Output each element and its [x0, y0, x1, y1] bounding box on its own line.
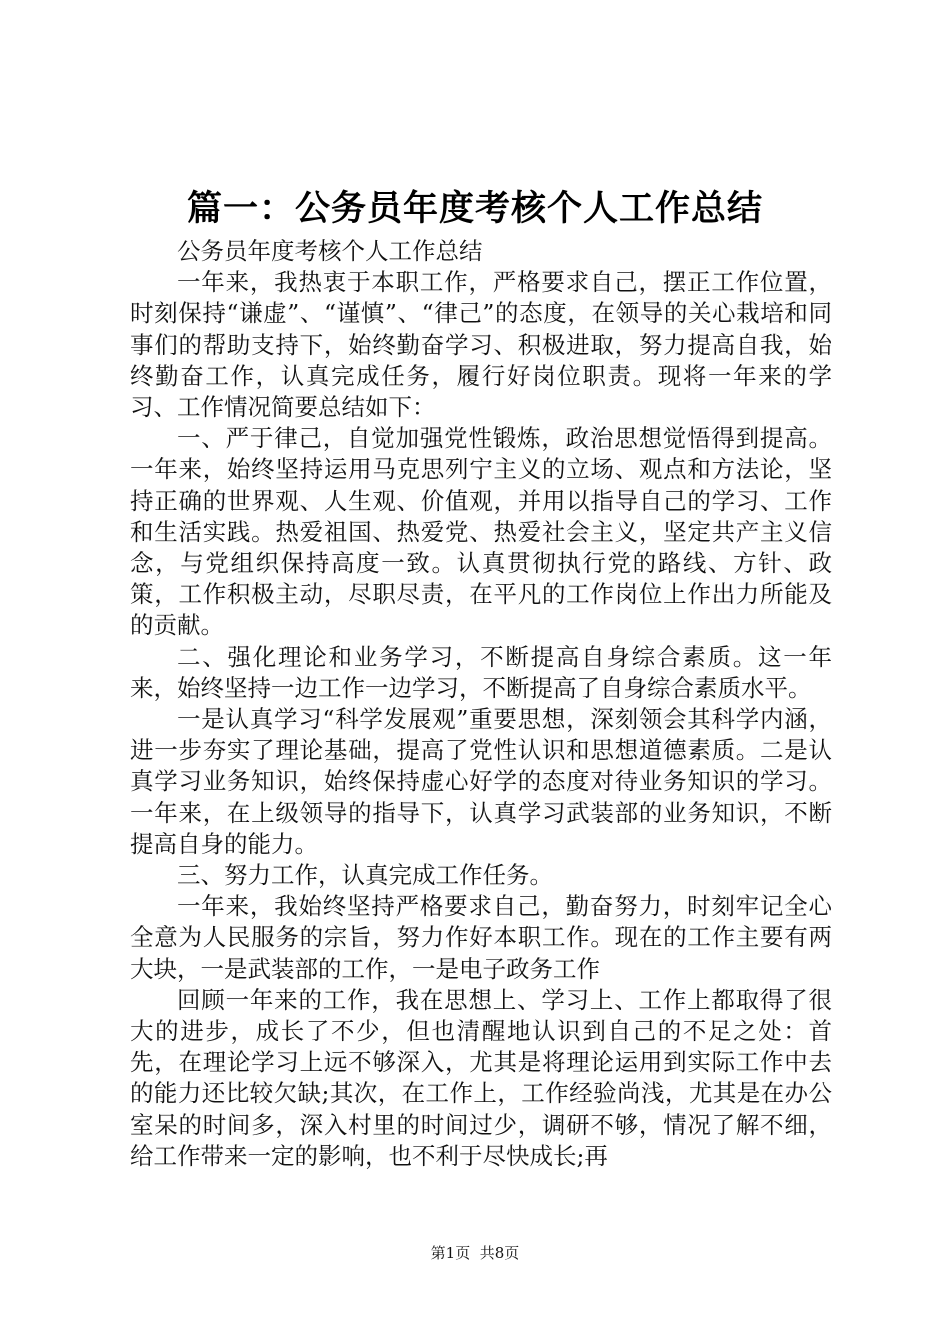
paragraph-section-3-detail: 一年来，我始终坚持严格要求自己，勤奋努力，时刻牢记全心全意为人民服务的宗旨，努力作好本职工作。现在的工作主要有两大块，一是武装部的工作，一是电子政务工作 [130, 892, 832, 983]
footer-separator [470, 1244, 480, 1262]
page-footer [0, 1243, 950, 1263]
paragraph-section-2: 二、强化理论和业务学习，不断提高自身综合素质。这一年来，始终坚持一边工作一边学习，不断提高了自身综合素质水平。 [130, 642, 832, 702]
paragraph-subtitle: 公务员年度考核个人工作总结 [177, 237, 483, 265]
paragraph-section-2-detail: 一是认真学习“科学发展观”重要思想，深刻领会其科学内涵，进一步夯实了理论基础，提高了党性认识和思想道德素质。二是认真学习业务知识，始终保持虚心好学的态度对待业务知识的学习。一年来，在上级领导的指导下，认真学习武装部的业务知识，不断提高自身的能力。 [130, 705, 832, 858]
paragraph-review: 回顾一年来的工作，我在思想上、学习上、工作上都取得了很大的进步，成长了不少，但也清醒地认识到自己的不足之处：首先，在理论学习上远不够深入，尤其是将理论运用到实际工作中去的能力还比较欠缺;其次，在工作上，工作经验尚浅，尤其是在办公室呆的时间多，深入村里的时间过少，调研不够，情况了解不细，给工作带来一定的影响，也不利于尽快成长;再 [130, 985, 832, 1170]
page-total: 共8页 [479, 1244, 520, 1262]
paragraph-section-1: 一、严于律己，自觉加强党性锻炼，政治思想觉悟得到提高。一年来，始终坚持运用马克思列宁主义的立场、观点和方法论，坚持正确的世界观、人生观、价值观，并用以指导自己的学习、工作和生活实践。热爱祖国、热爱党、热爱社会主义，坚定共产主义信念，与党组织保持高度一致。认真贯彻执行党的路线、方针、政策，工作积极主动，尽职尽责，在平凡的工作岗位上作出力所能及的贡献。 [130, 424, 832, 640]
page-number: 第1页 [430, 1244, 471, 1262]
paragraph-section-3: 三、努力工作，认真完成工作任务。 [177, 861, 553, 890]
document-title: 篇一：公务员年度考核个人工作总结 [186, 189, 763, 229]
document-body [130, 236, 832, 1172]
paragraph-intro: 一年来，我热衷于本职工作，严格要求自己，摆正工作位置，时刻保持“谦虚”、“谨慎”、“律己”的态度，在领导的关心栽培和同事们的帮助支持下，始终勤奋学习、积极进取，努力提高自我，始终勤奋工作，认真完成任务，履行好岗位职责。现将一年来的学习、工作情况简要总结如下： [130, 268, 832, 422]
